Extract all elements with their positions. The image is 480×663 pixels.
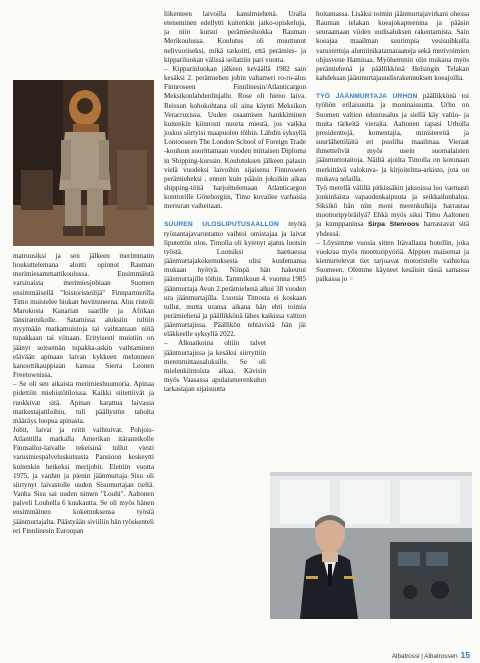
section-paragraph: [316, 92, 469, 184]
person-name: Sirpa Stenroos: [367, 221, 420, 229]
publication-name: Albatrossi | Albatrossen: [391, 653, 458, 660]
diving-suit-photo: [13, 80, 154, 246]
paragraph: – Se oli sen aikaista merimieshuumoria. Apinaa pidettiin miehistötiloissa. Kaikki siitettiivät ja ruokkivat sitä. Apinan karattua laivassa matkustajatiloihin, tuli päällystön taholta määräys luopua apinasta.: [13, 380, 154, 425]
paragraph: hoitamassa. Lisäksi toimin jäänmurtajavirkani ohessa Rauman telakan koeajokapteenina ja pääsin seuraamaan viiden uudisaluksen rakentamista. Sain koeajaa maailman suurimpia vesisuihkulla varustettuja alumiinikatamaraaneja sekä merivoimien ohjusvene Haminaa. Myöhemmin olin mukana myös perämiehenä ja päällikkönä Helsingin Telakan kahdeksan jäänmurtajauudisrakennuksen koeajoilla.: [316, 10, 469, 83]
paragraph: Jobit, laivat ja reitit vaihtuivat. Pohjois-Atlanttilla matkalla Amerikan itärannikolle Finnsailor-laivalle tekeisinä tullut viesti varusmiespalveluskutsusta Pansioon keskeytti kuitenkin hetkeksi merijobit. Elettiin vuotta 1975, ja vanhin ja pienin jäänmurtaja Sisu oli siirtynyt laivastolle uuden Sisumurtajan tieltä. Vanha Sisu sai uuden nimen "Louhi". Aaltonen palveli Louhella 6 kuukautta. Se oli myös hänen ensimmäinen kokemuksensa työstä jäänmurtajalta. Päästyään siviiliin hän työskenteli eri Finnlinesin Euroopan: [13, 425, 154, 535]
section-lead-in: SUUREN ULOSLIPUTUSAALLON: [164, 221, 279, 229]
section-paragraph: [164, 220, 306, 339]
paragraph-text: päällikkönä toi työhön erilaisuutta ja moninaisuutta. Urho on Suomen valtion edustusalus ja siellä käy valtio- ja muita tärkeitä vieraita. Aaltonen tapasi Urholla presidenttejä, komentajia, ministereitä ja suurlähettiläitä eri puolilta maailmaa. Vieraat ihmettelivät myös usein suomalaisten jäänmurtotaitoja. Näiltä ajoilta Timolla on kotonaan merkittävä valokuva- ja kirjoitelma-arkisto, jota on mukava selailla.: [316, 92, 469, 183]
text-column-2: [164, 10, 306, 394]
paragraph: – Löysimme vuosia sitten Itävallasta hotellin, joka vuokraa myös moottoripyöriä. Alppien maisemat ja kiemurtelevat tiet tarjoavat motoristelle vaihtelua Suomeen. Olemme käyneet kesäisin tässä samassa paikassa jo >: [316, 238, 469, 284]
paragraph: Työ merellä välillä pitkissäkin jaksoissa luo varmasti jonkinlaista vapaudenkaipuuta ja seikkailunhalua. Siksikö hän niin moni merenkulkija harrastaa moottoripyöräilyä? Ehkä myös siksi Timo Aaltonen ja kumppaninsa Sirpa Stenroos harrastavat sitä yhdessä.: [316, 183, 469, 238]
paragraph: – Kipparinluokan jälkeen keväällä 1982 sain kesäksi 2. perämiehen jobin valtameri ro-ro-alus Finnroseen Finnlinesin/Atlanticargon Meksikonlahdenlinjalle. Rose oli hieno laiva. Reissun kohokohtana oli aina käynti Meksikon Veracruzissa. Uuden osaamisen hankkiminen kuitenkin kiinnosti nuorta miestä, jos vaikka joskus siirtyisi maapuolen töihin. Lähdin syksyllä Lontooseen The London School of Foreign Trade -kouluun suorittamaan vuoden mittaisen Diploma in Shipping-kurssin. Koulutuksen jälkeen palasin vielä vuodeksi laivoihin sijaisena Finnroseen perämieheksi , ennen kuin pääsin joksikin aikaa shipping-töitä harjoittelemaan Atlanticargon konttorille Göteborgiin, Timo kuvailee varhaisia meriuran vaiheitaan.: [164, 64, 306, 211]
text-column-1: [13, 252, 154, 536]
paragraph-text: myötä työnantajavarustamo vaihtoi omistajaa ja laivat liputettiin ulos. Timolla oli kytenyt ajatus luotsin työstä. Luotsiksi haettaessa jäänmurtajakokemuksesta olisi kuulemansa mukaan hyötyä. Niinpä hän hakeutui jäänmurtajille töihin. Tammikuun 4. vuonna 1985 jäänmurtaja Avun 2.perämiehenä alkoi 38 vuoden ura jäänmurtajilla. Luotsia Timosta ei koskaan tullut, mutta uransa aikana hän ehti toimia perämiehenä ja päällikkönä lähes kaikissa valtion jäänmurtajissa. Päällikön tehtävistä hän jäi eläkkeelle syksyllä 2022.: [164, 220, 306, 339]
paragraph: matruusiksi ja sen jälkeen merimmatin houkuttelemana aloitti opinnot Rauman merimiesammattikoulussa. Ensimmäistä varsinaista merimiesjobiaan Suomen ensimmäisellä "loistoristeilijä" Finnpartnerilla Timo muistelee hiukan huvittuneena. Alus risteili Marokosta Kanarian saarille ja Afrikan länsirannikolle. Satamissa aluksiin tultiin myymään matkamuistoja tai vaihtamaan niitä tupakkaan tai viinaan. Erityisesti muistiin on jäänyt seitsemän tupakka-askin vaihtaminen elävään apinaan laivan kykkeen melonneen kanoottikauppiaan kanssa Sierra Leonen Freetownissa.: [13, 252, 154, 380]
text-column-3: [316, 10, 469, 285]
paragraph: liikenteen laivoilla kansimiehenä. Uralla eteneminen edellytti kuitenkin jatko-opiskeluja, ja niin kutsui perämiesluokka Rauman Merikoulussa. Koulutus oli muuttunut nelivuotiseksi, mikä tarkoitti, että perämies- ja kippariluokan välissä seilattiin pari vuotta.: [164, 10, 306, 64]
page-footer: [330, 650, 470, 660]
end-mark: >: [349, 275, 354, 284]
section-lead-in: TYÖ JÄÄNMURTAJA URHON: [316, 93, 418, 101]
paragraph: – Alkuaikoina oltiin talvet jäänmurtajissa ja kesäksi siirryttiin merenmittausaluksille. Se oli mielenkiintoista aikaa. Kävisin myös Vaasassa apulaismerenkulun tarkastajan sijaisuutta: [164, 339, 266, 394]
page-number: 15: [460, 650, 470, 660]
captain-photo: [270, 472, 472, 619]
